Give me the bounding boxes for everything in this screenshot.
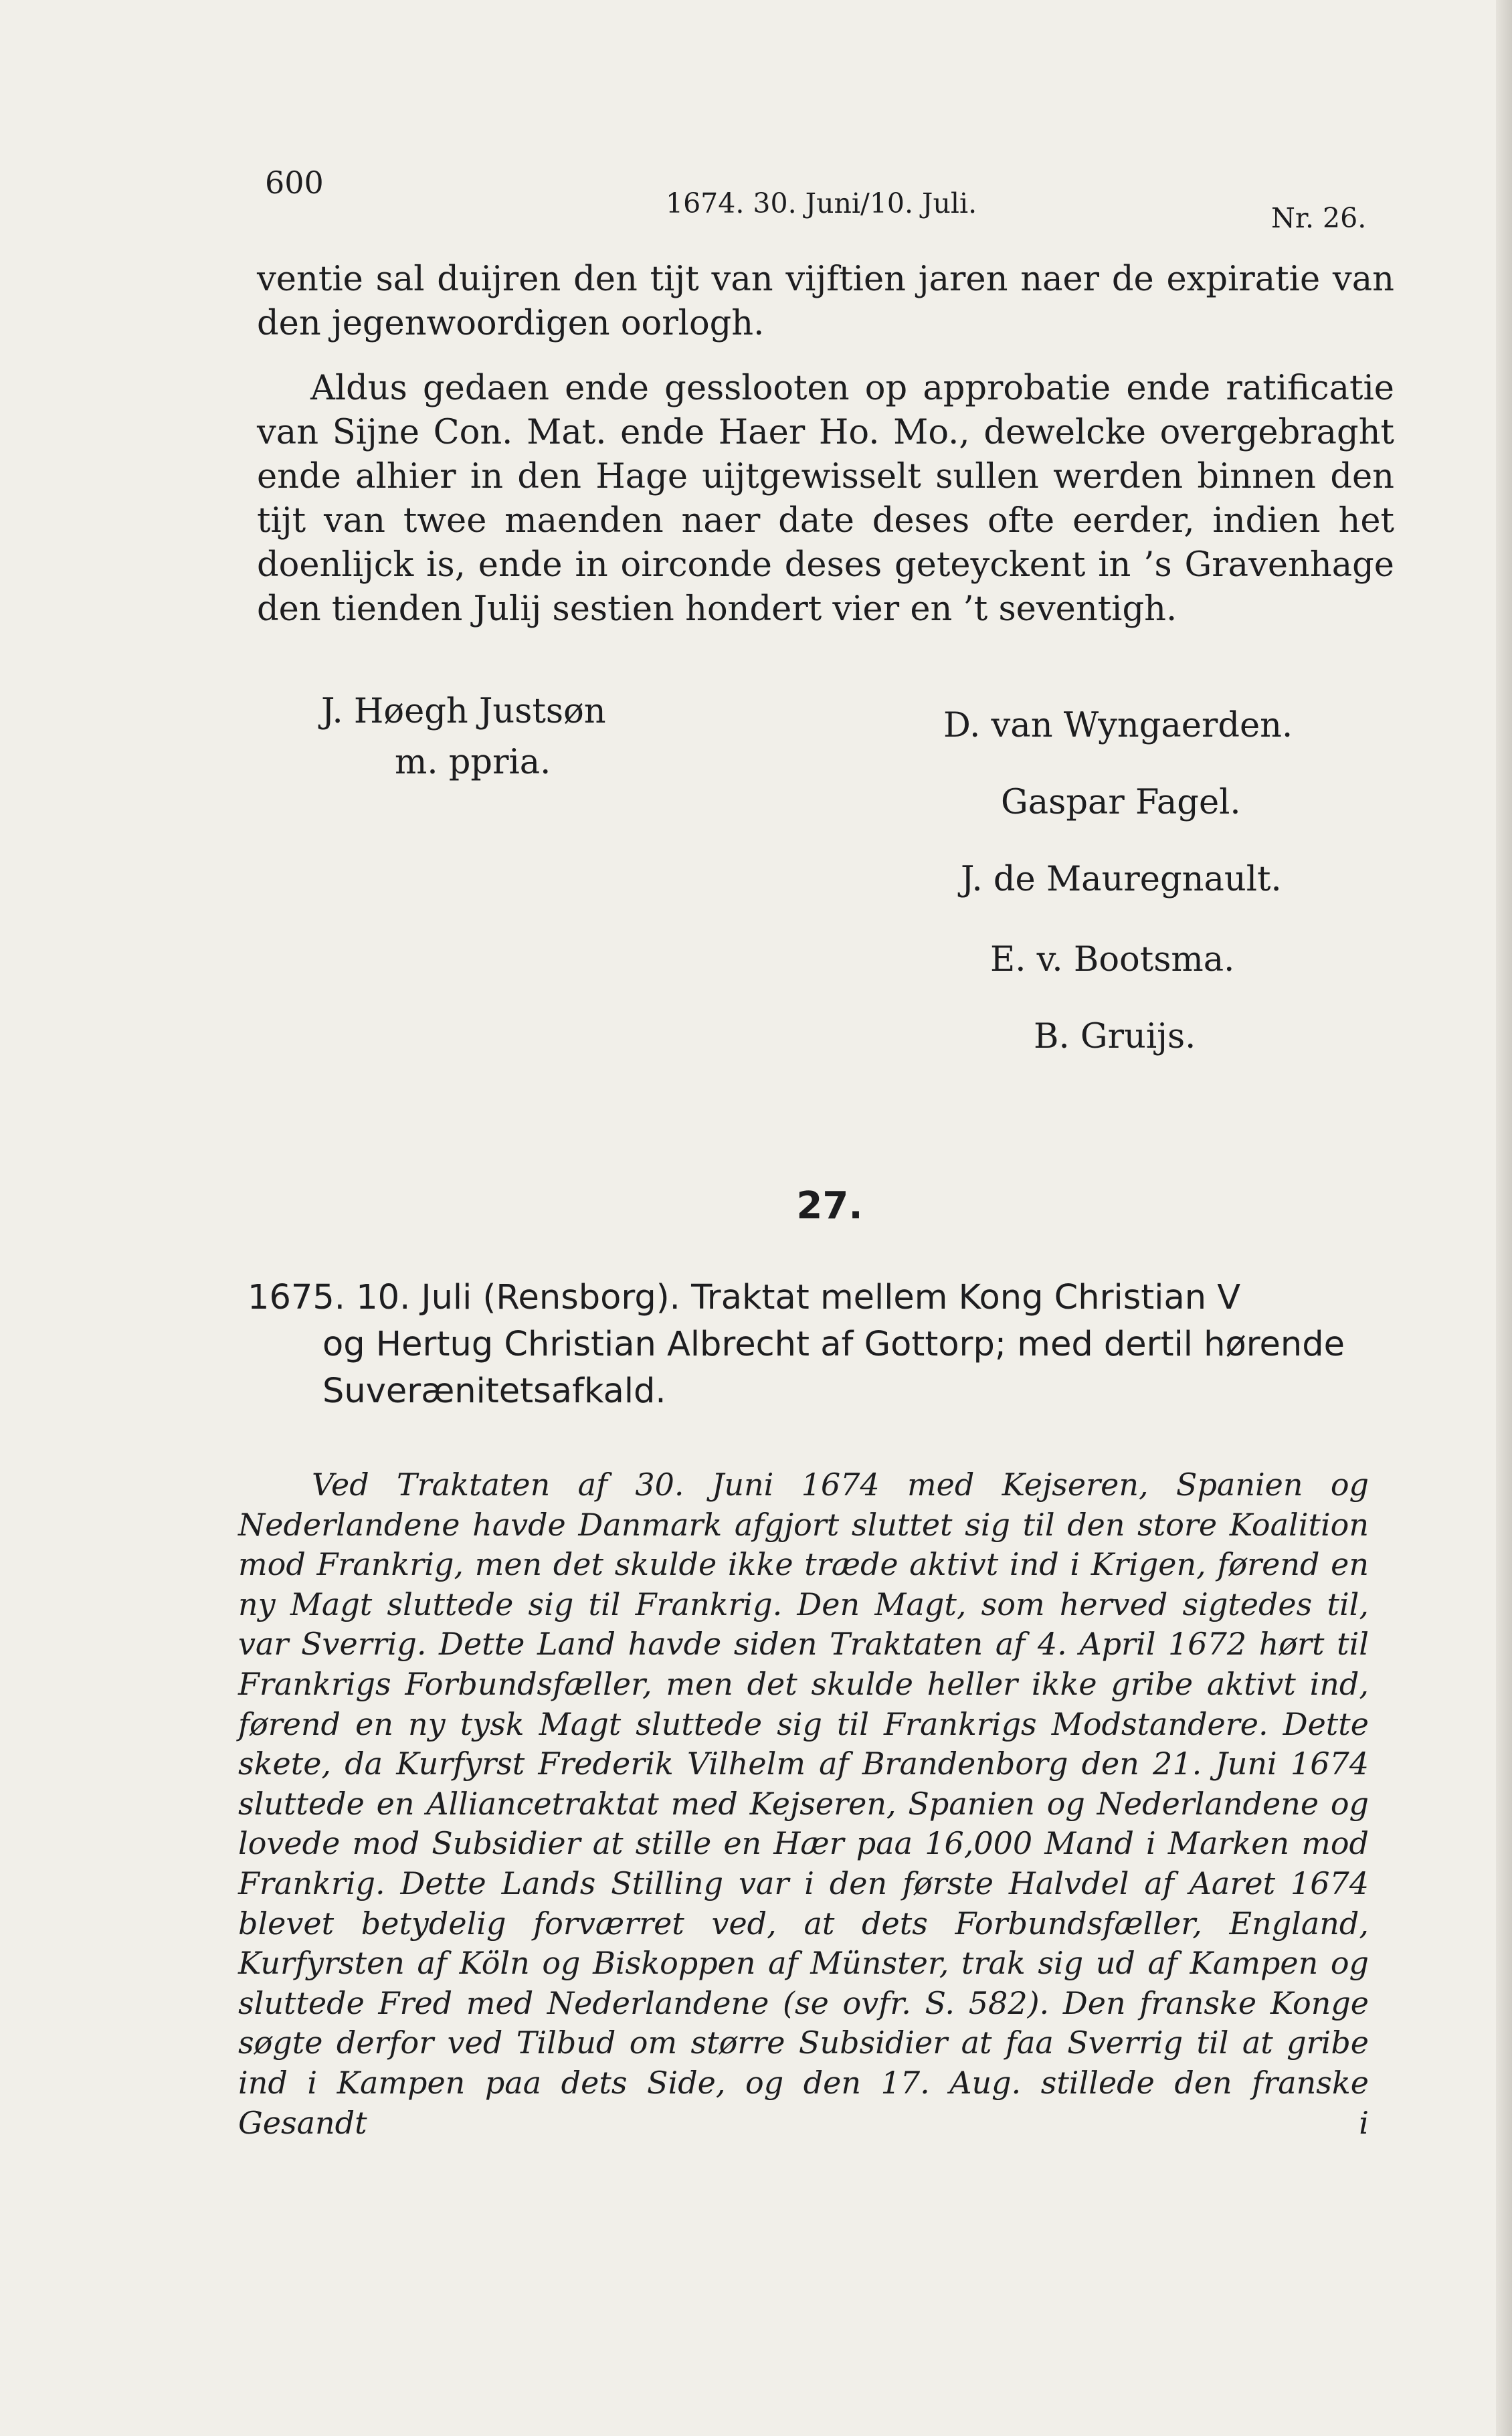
editorial-introduction: Ved Traktaten af 30. Juni 1674 med Kejseren, Spanien og Nederlandene havde Danmark afgjort sluttet sig til den store Koalition mod Frankrig, men det skulde ikke træde aktivt ind i Krigen, førend en ny Magt sluttede sig til Frankrig. Den Magt, som herved sigtedes til, var Sverrig. Dette Land havde siden Traktaten af 4. April 1672 hørt til Frankrigs Forbundsfæller, men det skulde heller ikke gribe aktivt ind, førend en ny tysk Magt sluttede sig til Frankrigs Modstandere. Dette skete, da Kurfyrst Frederik Vilhelm af Brandenborg den 21. Juni 1674 sluttede en Alliancetraktat med Kejseren, Spanien og Nederlandene og lovede mod Subsidier at stille en Hær paa 16,000 Mand i Marken mod Frankrig. Dette Lands Stilling var i den første Halvdel af Aaret 1674 blevet betydelig forværret ved, at dets Forbundsfæller, England, Kurfyrsten af Köln og Biskoppen af Münster, trak sig ud af Kampen og sluttede Fred med Nederlandene (se ovfr. S. 582). Den franske Konge søgte derfor ved Tilbud om større Subsidier at faa Sverrig til at gribe ind i Kampen paa dets Side, og den 17. Aug. stillede den franske Gesandt i — [238, 1467, 1369, 2141]
signature-hoegh-justson: J. Høegh Justsøn — [321, 692, 606, 731]
signature-mauregnault: J. de Mauregnault. — [961, 860, 1282, 899]
signature-gruijs: B. Gruijs. — [1034, 1017, 1196, 1056]
paragraph-continuation: ventie sal duijren den tijt van vijftien jaren naer de expiratie van den jegenwoordigen oorlogh. — [257, 260, 1394, 343]
signature-wyngaerden: D. van Wyngaerden. — [943, 706, 1293, 745]
document-title — [248, 1275, 1372, 1415]
document-number: 27. — [796, 1184, 863, 1228]
signature-fagel: Gaspar Fagel. — [1001, 783, 1241, 822]
paragraph-closing: Aldus gedaen ende gesslooten op approbatie ende ratificatie van Sijne Con. Mat. ende Haer Ho. Mo., dewelcke overgebraght ende alhier in den Hage uijtgewisselt sullen werden binnen den tijt van twee maenden naer date deses ofte eerder, indien het doenlijck is, ende in oirconde deses geteyckent in ’s Gravenhage den tienden Julij sestien hondert vier en ’t seventigh. — [257, 369, 1394, 629]
page-number: 600 — [265, 165, 324, 201]
signature-note: m. ppria. — [395, 743, 551, 782]
title-line: Suverænitetsafkald. — [322, 1372, 666, 1411]
header-doc-number: Nr. 26. — [1271, 202, 1367, 234]
title-line: og Hertug Christian Albrecht af Gottorp; med dertil hørende — [322, 1325, 1345, 1364]
title-line: 1675. 10. Juli (Rensborg). Traktat mellem Kong Christian V — [248, 1278, 1241, 1317]
signature-bootsma: E. v. Bootsma. — [990, 940, 1235, 979]
header-date: 1674. 30. Juni/10. Juli. — [666, 187, 977, 219]
page-edge — [1496, 0, 1512, 2436]
